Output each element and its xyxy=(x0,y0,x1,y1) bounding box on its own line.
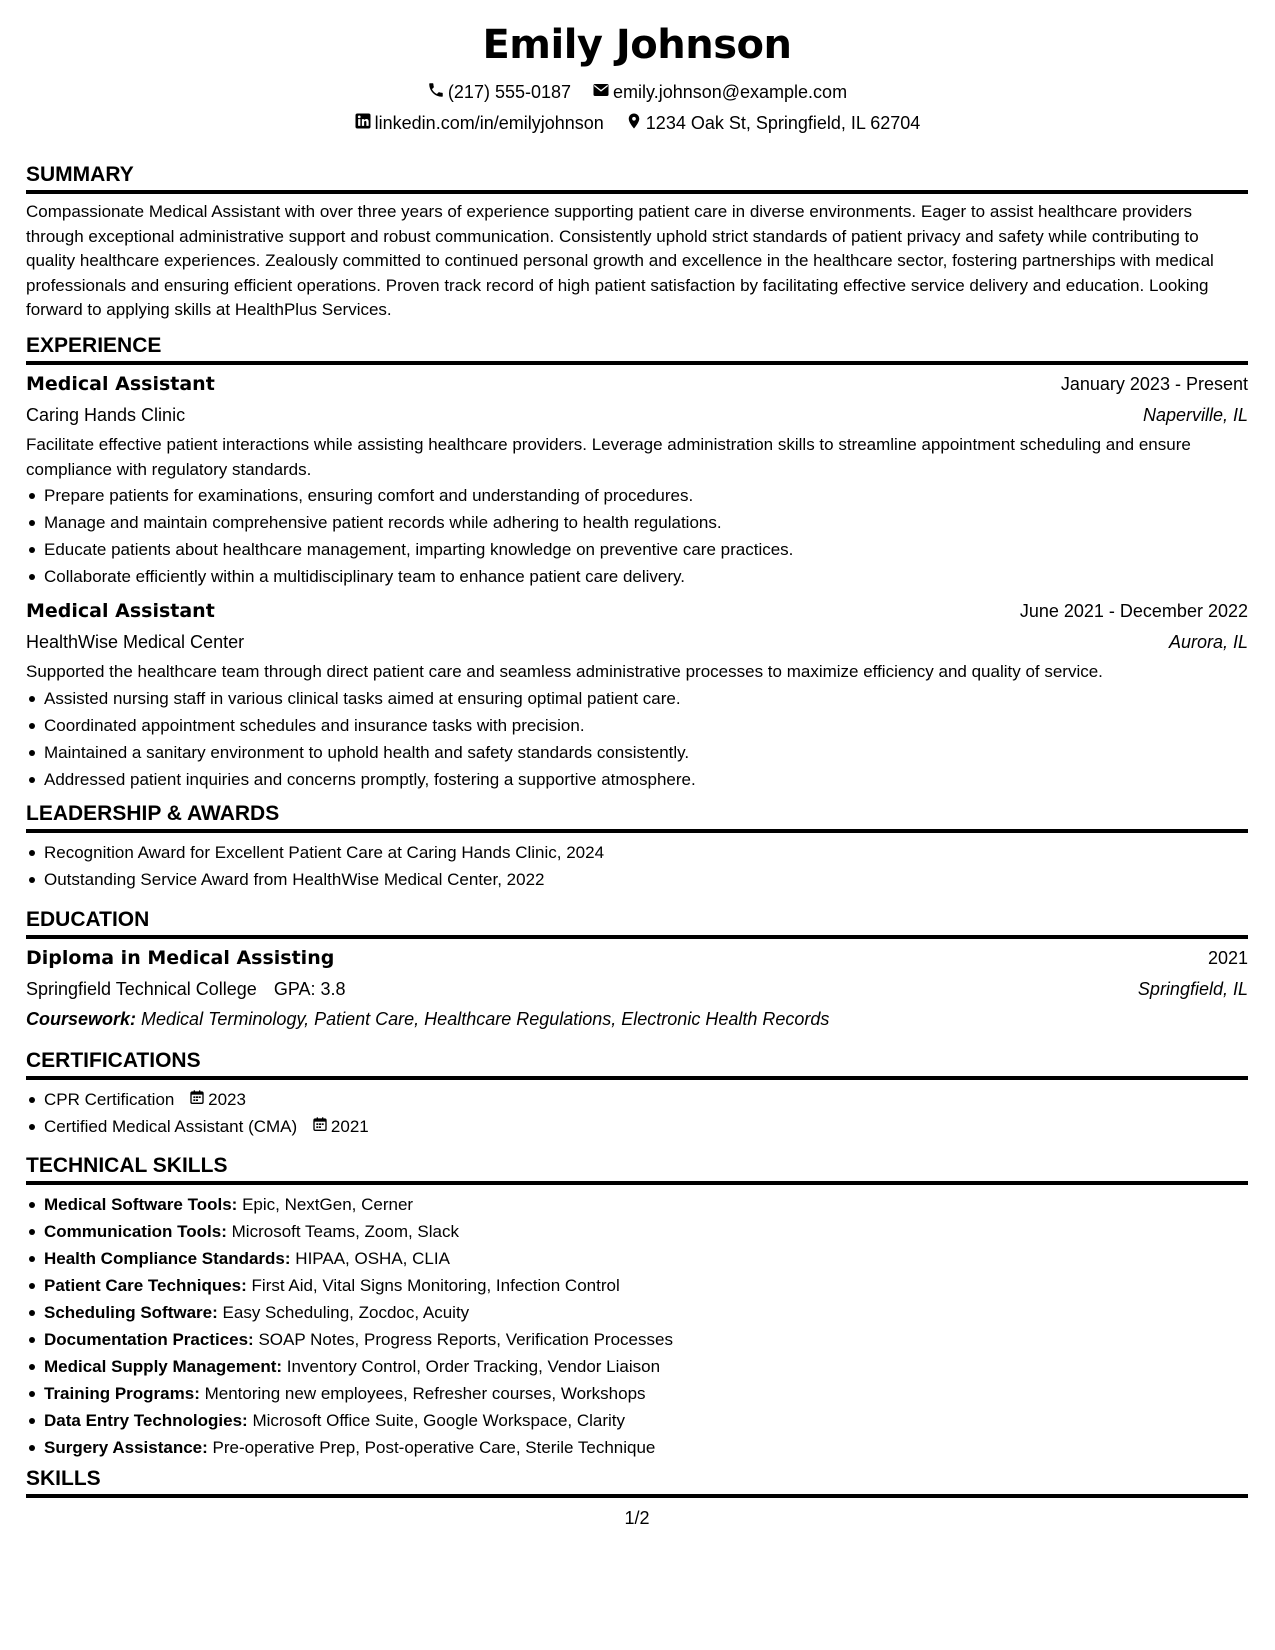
job-title: Medical Assistant xyxy=(26,373,215,395)
education-section xyxy=(26,907,1248,1033)
list-item: Addressed patient inquiries and concerns promptly, fostering a supportive atmosphere. xyxy=(44,766,1248,793)
calendar-icon xyxy=(312,1113,328,1140)
skill-label: Documentation Practices: xyxy=(44,1330,254,1349)
skill-item xyxy=(44,1245,1248,1272)
list-item: Maintained a sanitary environment to uphold health and safety standards consistently. xyxy=(44,739,1248,766)
awards-section xyxy=(26,801,1248,893)
skill-label: Data Entry Technologies: xyxy=(44,1411,248,1430)
skill-value: Microsoft Office Suite, Google Workspace, Clarity xyxy=(252,1411,626,1430)
skill-value: Mentoring new employees, Refresher courses, Workshops xyxy=(204,1384,646,1403)
email-contact[interactable] xyxy=(592,81,847,104)
address-text: 1234 Oak St, Springfield, IL 62704 xyxy=(645,113,921,134)
section-divider xyxy=(26,1494,1248,1498)
awards-list xyxy=(26,839,1248,893)
list-item: Educate patients about healthcare management, imparting knowledge on preventive care practices. xyxy=(44,536,1248,563)
map-pin-icon xyxy=(625,112,643,135)
skill-item xyxy=(44,1326,1248,1353)
skill-label: Health Compliance Standards: xyxy=(44,1249,291,1268)
summary-text: Compassionate Medical Assistant with over three years of experience supporting patient care in diverse environments. Eager to assist healthcare providers through exceptional administrative support and robust communication. Consistently uphold strict standards of patient privacy and safety while contributing to quality healthcare experiences. Zealously committed to continued personal growth and excellence in the healthcare sector, fostering partnerships with medical professionals and ensuring efficient operations. Proven track record of high patient satisfaction by facilitating effective service delivery and education. Looking forward to applying skills at HealthPlus Services. xyxy=(26,202,1214,319)
school-location: Springfield, IL xyxy=(1137,979,1248,999)
linkedin-contact[interactable] xyxy=(354,112,604,135)
skill-item xyxy=(44,1407,1248,1434)
skill-value: Microsoft Teams, Zoom, Slack xyxy=(231,1222,459,1241)
section-title: SUMMARY xyxy=(26,163,134,186)
technical-skills-list xyxy=(26,1191,1248,1461)
skill-label: Scheduling Software: xyxy=(44,1303,218,1322)
section-divider xyxy=(26,935,1248,939)
skill-value: First Aid, Vital Signs Monitoring, Infection Control xyxy=(251,1276,620,1295)
skill-item xyxy=(44,1434,1248,1461)
list-item: Assisted nursing staff in various clinical tasks aimed at ensuring optimal patient care. xyxy=(44,685,1248,712)
section-title: TECHNICAL SKILLS xyxy=(26,1154,228,1177)
section-title: CERTIFICATIONS xyxy=(26,1049,201,1072)
section-title: SKILLS xyxy=(26,1467,101,1490)
skill-item xyxy=(44,1272,1248,1299)
experience-section xyxy=(26,333,1248,793)
job-bullets xyxy=(26,482,1248,590)
skill-value: Inventory Control, Order Tracking, Vendor Liaison xyxy=(286,1357,661,1376)
certification-year: 2023 xyxy=(208,1090,246,1109)
section-divider xyxy=(26,829,1248,833)
job-entry xyxy=(26,596,1248,793)
gpa: GPA: 3.8 xyxy=(273,979,346,999)
certifications-section xyxy=(26,1048,1248,1140)
school-name: Springfield Technical College xyxy=(26,979,257,999)
list-item: Coordinated appointment schedules and insurance tasks with precision. xyxy=(44,712,1248,739)
graduation-year: 2021 xyxy=(1207,948,1248,968)
contact-line-1 xyxy=(26,80,1248,104)
section-title: EXPERIENCE xyxy=(26,334,162,357)
page-number: 1/2 xyxy=(624,1508,650,1528)
job-dates: January 2023 - Present xyxy=(1060,374,1248,394)
section-divider xyxy=(26,1181,1248,1185)
list-item xyxy=(44,1113,1248,1140)
email-address[interactable]: emily.johnson@example.com xyxy=(613,82,848,103)
skill-label: Medical Supply Management: xyxy=(44,1357,283,1376)
skill-label: Surgery Assistance: xyxy=(44,1438,208,1457)
job-title: Medical Assistant xyxy=(26,600,215,622)
coursework-list: Medical Terminology, Patient Care, Healthcare Regulations, Electronic Health Records xyxy=(141,1009,830,1029)
skill-item xyxy=(44,1299,1248,1326)
skill-value: Easy Scheduling, Zocdoc, Acuity xyxy=(222,1303,470,1322)
list-item: Prepare patients for examinations, ensuring comfort and understanding of procedures. xyxy=(44,482,1248,509)
candidate-name: Emily Johnson xyxy=(482,22,792,68)
job-organization: Caring Hands Clinic xyxy=(26,405,186,425)
skill-value: HIPAA, OSHA, CLIA xyxy=(295,1249,450,1268)
degree-title: Diploma in Medical Assisting xyxy=(26,947,335,969)
skill-value: Epic, NextGen, Cerner xyxy=(242,1195,414,1214)
skill-item xyxy=(44,1353,1248,1380)
phone-contact xyxy=(427,81,571,104)
calendar-icon xyxy=(189,1086,205,1113)
list-item xyxy=(44,1086,1248,1113)
school-info xyxy=(26,973,346,1005)
job-dates: June 2021 - December 2022 xyxy=(1019,601,1248,621)
summary-section xyxy=(26,162,1248,323)
job-bullets xyxy=(26,685,1248,793)
job-location: Aurora, IL xyxy=(1168,632,1248,652)
list-item: Collaborate efficiently within a multidisciplinary team to enhance patient care delivery. xyxy=(44,563,1248,590)
section-divider xyxy=(26,190,1248,194)
certification-year: 2021 xyxy=(330,1117,369,1136)
job-organization: HealthWise Medical Center xyxy=(26,632,245,652)
job-description: Supported the healthcare team through direct patient care and seamless administrative processes to maximize efficiency and quality of service. xyxy=(26,662,1103,681)
envelope-icon xyxy=(592,81,610,104)
skill-value: SOAP Notes, Progress Reports, Verification Processes xyxy=(258,1330,673,1349)
address-contact xyxy=(625,112,921,135)
skill-label: Communication Tools: xyxy=(44,1222,227,1241)
skill-label: Patient Care Techniques: xyxy=(44,1276,247,1295)
linkedin-url[interactable]: linkedin.com/in/emilyjohnson xyxy=(374,113,604,134)
list-item: Outstanding Service Award from HealthWise Medical Center, 2022 xyxy=(44,866,1248,893)
section-divider xyxy=(26,1076,1248,1080)
skill-item xyxy=(44,1218,1248,1245)
skill-value: Pre-operative Prep, Post-operative Care, Sterile Technique xyxy=(212,1438,656,1457)
certification-date xyxy=(312,1113,369,1140)
list-item: Manage and maintain comprehensive patient records while adhering to health regulations. xyxy=(44,509,1248,536)
section-title: EDUCATION xyxy=(26,908,150,931)
section-divider xyxy=(26,361,1248,365)
coursework-label: Coursework: xyxy=(26,1009,137,1029)
technical-skills-section xyxy=(26,1153,1248,1461)
list-item: Recognition Award for Excellent Patient Care at Caring Hands Clinic, 2024 xyxy=(44,839,1248,866)
job-entry xyxy=(26,369,1248,590)
job-description: Facilitate effective patient interactions while assisting healthcare providers. Leverage administration skills to streamline appointment scheduling and ensure compliance with regulatory standards. xyxy=(26,435,1191,479)
linkedin-icon xyxy=(354,112,372,135)
phone-number: (217) 555-0187 xyxy=(447,82,572,103)
skill-label: Medical Software Tools: xyxy=(44,1195,238,1214)
certifications-list xyxy=(26,1086,1248,1140)
skills-section xyxy=(26,1466,1248,1498)
certification-name: CPR Certification xyxy=(44,1090,175,1109)
job-location: Naperville, IL xyxy=(1142,405,1248,425)
certification-date xyxy=(189,1086,246,1113)
section-title: LEADERSHIP & AWARDS xyxy=(26,802,280,825)
skill-item xyxy=(44,1380,1248,1407)
phone-icon xyxy=(427,81,445,104)
resume-page xyxy=(26,0,1248,1650)
certification-name: Certified Medical Assistant (CMA) xyxy=(44,1117,298,1136)
skill-label: Training Programs: xyxy=(44,1384,200,1403)
coursework xyxy=(26,1005,1248,1033)
contact-line-2 xyxy=(26,111,1248,135)
skill-item xyxy=(44,1191,1248,1218)
